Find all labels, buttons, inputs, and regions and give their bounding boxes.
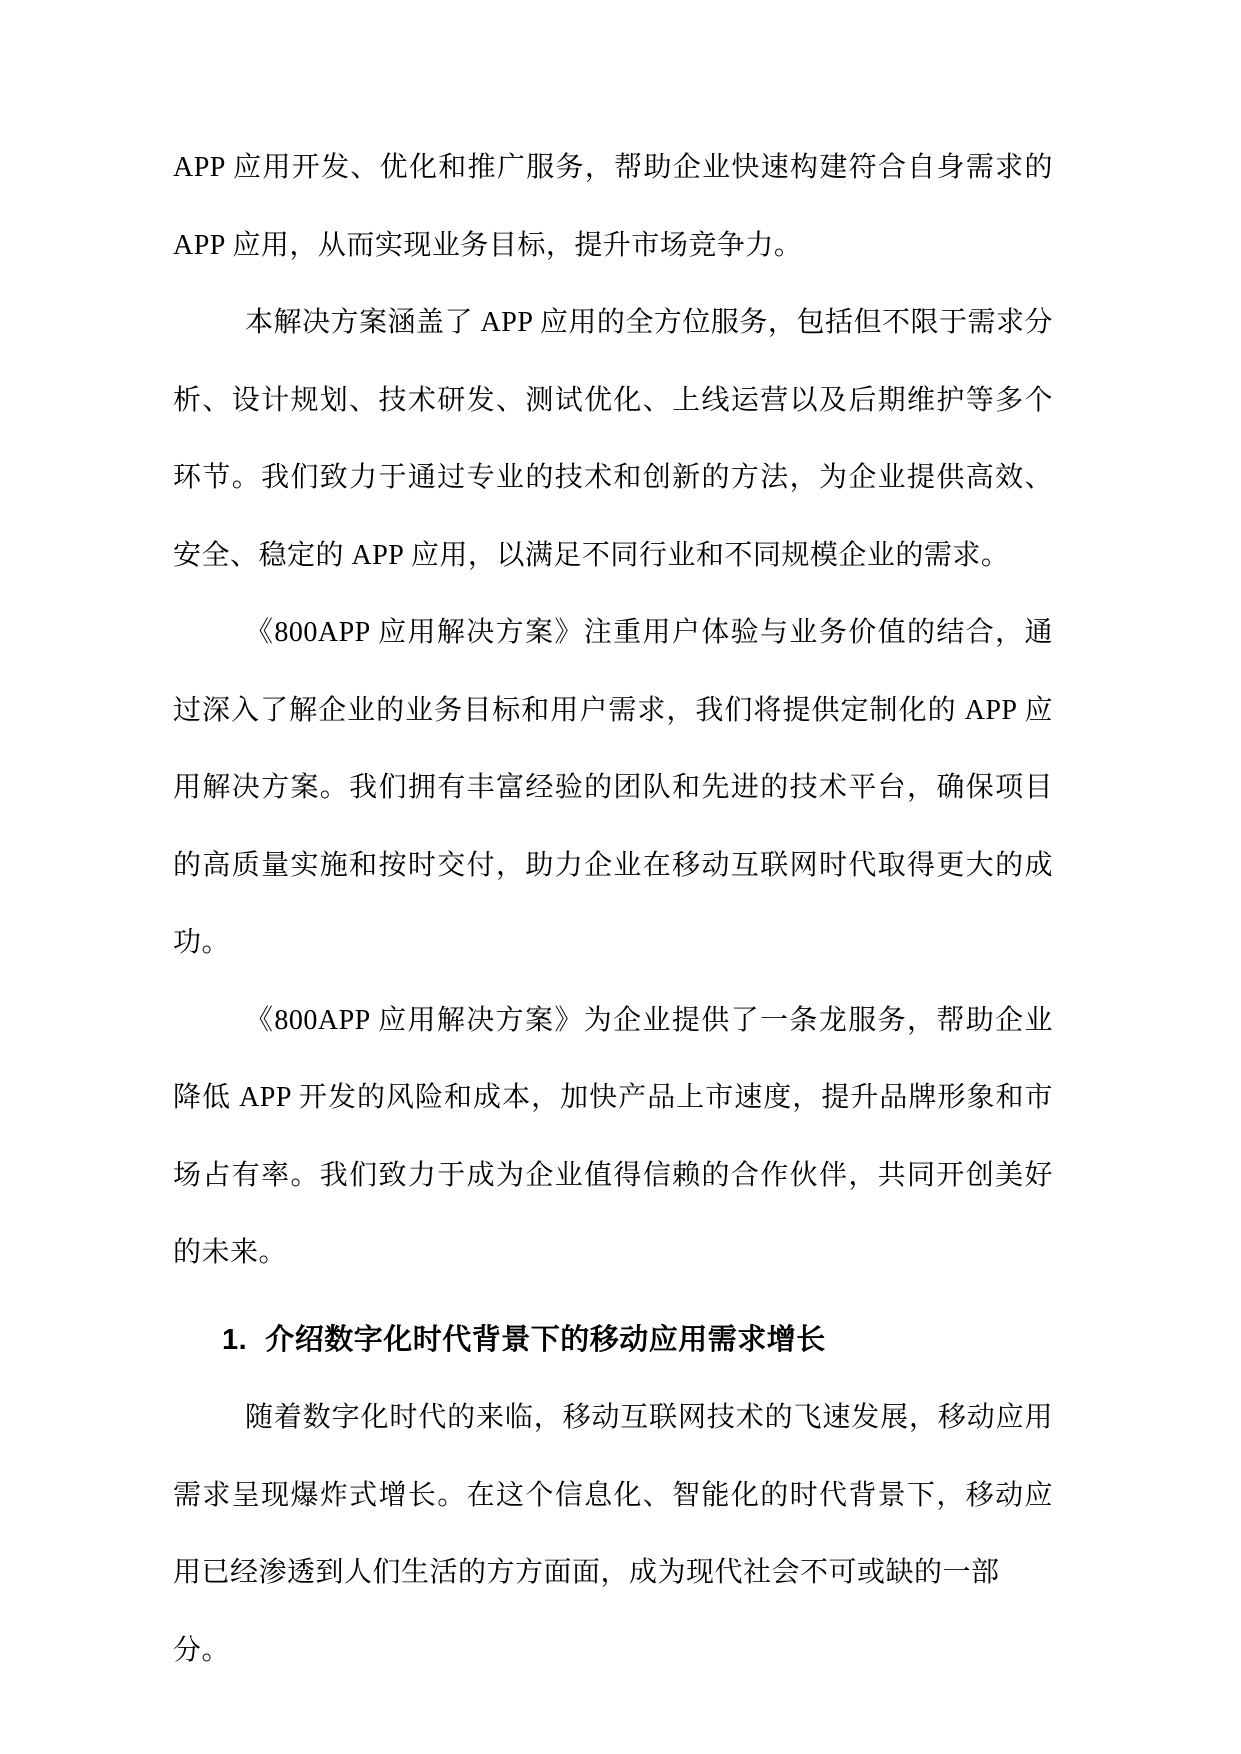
paragraph xyxy=(173,594,1053,982)
text-line: APP 应用，从而实现业务目标，提升市场竞争力。 xyxy=(173,229,803,261)
text-line: 降低 APP 开发的风险和成本，加快产品上市速度，提升品牌形象和市 xyxy=(173,1082,1053,1113)
section-heading-text: 介绍数字化时代背景下的移动应用需求增长 xyxy=(265,1323,826,1356)
paragraph xyxy=(173,1379,1053,1666)
section-heading xyxy=(173,1302,1053,1380)
text-line: 安全、稳定的 APP 应用，以满足不同行业和不同规模企业的需求。 xyxy=(173,539,1010,571)
text-line: 本解决方案涵盖了 APP 应用的全方位服务，包括但不限于需求分 xyxy=(245,307,1053,338)
text-line: 环节。我们致力于通过专业的技术和创新的方法，为企业提供高效、 xyxy=(173,462,1053,493)
paragraph xyxy=(173,129,1053,284)
text-line: 用解决方案。我们拥有丰富经验的团队和先进的技术平台，确保项目 xyxy=(173,772,1053,803)
section-heading-number: 1. xyxy=(222,1323,248,1356)
text-line: APP 应用开发、优化和推广服务，帮助企业快速构建符合自身需求的 xyxy=(173,152,1053,183)
text-line: 用已经渗透到人们生活的方方面面，成为现代社会不可或缺的一部分。 xyxy=(173,1557,1000,1666)
paragraph xyxy=(173,982,1053,1292)
text-line: 析、设计规划、技术研发、测试优化、上线运营以及后期维护等多个 xyxy=(173,384,1053,416)
document-content xyxy=(173,129,1053,1666)
text-line: 《800APP 应用解决方案》为企业提供了一条龙服务，帮助企业 xyxy=(245,1004,1053,1036)
text-line: 过深入了解企业的业务目标和用户需求，我们将提供定制化的 APP 应 xyxy=(173,694,1053,726)
text-line: 场占有率。我们致力于成为企业值得信赖的合作伙伴，共同开创美好 xyxy=(173,1159,1053,1191)
text-line: 的高质量实施和按时交付，助力企业在移动互联网时代取得更大的成 xyxy=(173,849,1053,881)
text-line: 功。 xyxy=(173,927,231,958)
text-line: 《800APP 应用解决方案》注重用户体验与业务价值的结合，通 xyxy=(245,617,1053,648)
text-line: 随着数字化时代的来临，移动互联网技术的飞速发展，移动应用 xyxy=(245,1402,1053,1433)
paragraph xyxy=(173,284,1053,594)
text-line: 需求呈现爆炸式增长。在这个信息化、智能化的时代背景下，移动应 xyxy=(173,1479,1053,1511)
text-line: 的未来。 xyxy=(173,1237,288,1268)
